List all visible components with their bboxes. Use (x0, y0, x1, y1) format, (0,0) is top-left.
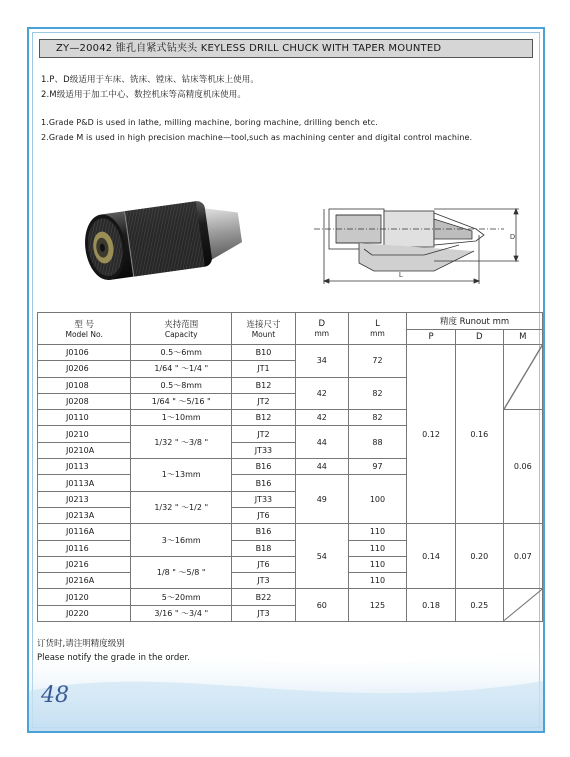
page-title: ZY—20042 锥孔自紧式钻夹头 KEYLESS DRILL CHUCK WITH TAPER MOUNTED (39, 39, 533, 58)
drill-chuck-photo (69, 179, 244, 294)
order-note-en: Please notify the grade in the order. (37, 653, 190, 663)
cell-l: 100 (348, 475, 406, 524)
cell-model: J0210A (38, 442, 131, 458)
cell-d: 42 (295, 410, 348, 426)
cell-d: 42 (295, 377, 348, 410)
cell-model: J0106 (38, 345, 131, 361)
cell-runout-d: 0.25 (455, 589, 503, 622)
cell-runout-p: 0.14 (407, 524, 456, 589)
header-mount: 连接尺寸 Mount (232, 313, 296, 345)
cell-d: 60 (295, 589, 348, 622)
cell-mount: JT33 (232, 491, 296, 507)
cell-model: J0220 (38, 605, 131, 621)
cell-capacity: 3/16 " ～3/4 " (131, 605, 232, 621)
diagonal-line (504, 345, 542, 409)
cell-mount: JT6 (232, 507, 296, 523)
header-capacity: 夹持范围 Capacity (131, 313, 232, 345)
cell-m-empty (503, 345, 542, 410)
header-d: D mm (295, 313, 348, 345)
cell-model: J0216A (38, 573, 131, 589)
notes-chinese (41, 73, 259, 103)
cell-runout-p: 0.18 (407, 589, 456, 622)
header-runout: 精度 Runout mm (407, 313, 543, 330)
header-dd: D (455, 330, 503, 345)
cell-mount: B16 (232, 524, 296, 540)
cell-runout-m: 0.07 (503, 524, 542, 589)
order-note-cn: 订货时,请注明精度级别 (37, 639, 125, 649)
cell-mount: B10 (232, 345, 296, 361)
cell-capacity: 0.5～8mm (131, 377, 232, 393)
cell-mount: JT1 (232, 361, 296, 377)
cell-mount: B18 (232, 540, 296, 556)
cell-runout-d: 0.20 (455, 524, 503, 589)
header-l: L mm (348, 313, 406, 345)
page-number: 48 (41, 683, 69, 708)
header-m: M (503, 330, 542, 345)
cell-model: J0208 (38, 393, 131, 409)
cell-l: 82 (348, 377, 406, 410)
cell-capacity: 5～20mm (131, 589, 232, 605)
cell-model: J0108 (38, 377, 131, 393)
cell-model: J0210 (38, 426, 131, 442)
cell-capacity: 1/64 " ～1/4 " (131, 361, 232, 377)
cell-d: 49 (295, 475, 348, 524)
page-frame (27, 27, 545, 733)
cell-mount: JT2 (232, 393, 296, 409)
spec-table (37, 312, 543, 622)
cell-l: 110 (348, 573, 406, 589)
cell-model: J0213 (38, 491, 131, 507)
cell-l: 110 (348, 540, 406, 556)
cell-capacity: 1/64 " ～5/16 " (131, 393, 232, 409)
cell-capacity: 1～10mm (131, 410, 232, 426)
header-p: P (407, 330, 456, 345)
cell-capacity: 3～16mm (131, 524, 232, 557)
cell-runout-m: 0.06 (503, 410, 542, 524)
diagonal-line (504, 589, 542, 621)
cell-mount: JT3 (232, 605, 296, 621)
dim-l-label: L (399, 272, 403, 279)
cell-runout-d: 0.16 (455, 345, 503, 524)
cell-mount: B22 (232, 589, 296, 605)
cell-d: 54 (295, 524, 348, 589)
cell-model: J0216 (38, 556, 131, 572)
cell-capacity: 1/32 " ～1/2 " (131, 491, 232, 524)
cell-model: J0113A (38, 475, 131, 491)
cell-mount: JT6 (232, 556, 296, 572)
cell-capacity: 0.5～6mm (131, 345, 232, 361)
cell-mount: B16 (232, 459, 296, 475)
cell-l: 97 (348, 459, 406, 475)
cell-model: J0213A (38, 507, 131, 523)
cell-l: 110 (348, 524, 406, 540)
order-note (37, 637, 190, 665)
cell-mount: JT33 (232, 442, 296, 458)
note-en-2: 2.Grade M is used in high precision machine—tool,such as machining center and digital control machine. (41, 133, 473, 142)
cell-capacity: 1/32 " ～3/8 " (131, 426, 232, 459)
cell-mount: B16 (232, 475, 296, 491)
cell-model: J0116 (38, 540, 131, 556)
note-cn-1: 1.P、D级适用于车床、铣床、镗床、钻床等机床上使用。 (41, 75, 259, 85)
note-en-1: 1.Grade P&D is used in lathe, milling machine, boring machine, drilling bench etc. (41, 118, 378, 127)
cell-mount: JT2 (232, 426, 296, 442)
cell-capacity: 1/8 " ～5/8 " (131, 556, 232, 589)
cell-l: 82 (348, 410, 406, 426)
cell-m-empty (503, 589, 542, 622)
cell-model: J0206 (38, 361, 131, 377)
cell-model: J0120 (38, 589, 131, 605)
cell-l: 88 (348, 426, 406, 459)
note-cn-2: 2.M级适用于加工中心、数控机床等高精度机床使用。 (41, 90, 246, 100)
cell-d: 44 (295, 459, 348, 475)
header-model: 型 号 Model No. (38, 313, 131, 345)
notes-english (41, 115, 472, 145)
cell-l: 110 (348, 556, 406, 572)
cell-model: J0116A (38, 524, 131, 540)
cell-l: 72 (348, 345, 406, 378)
cell-capacity: 1～13mm (131, 459, 232, 492)
cell-mount: B12 (232, 377, 296, 393)
cell-model: J0113 (38, 459, 131, 475)
dim-d-label: D (510, 234, 516, 241)
cell-mount: B12 (232, 410, 296, 426)
cell-d: 44 (295, 426, 348, 459)
cell-d: 34 (295, 345, 348, 378)
cell-model: J0110 (38, 410, 131, 426)
cell-l: 125 (348, 589, 406, 622)
cell-runout-p: 0.12 (407, 345, 456, 524)
cell-mount: JT3 (232, 573, 296, 589)
chuck-technical-drawing (314, 179, 536, 309)
